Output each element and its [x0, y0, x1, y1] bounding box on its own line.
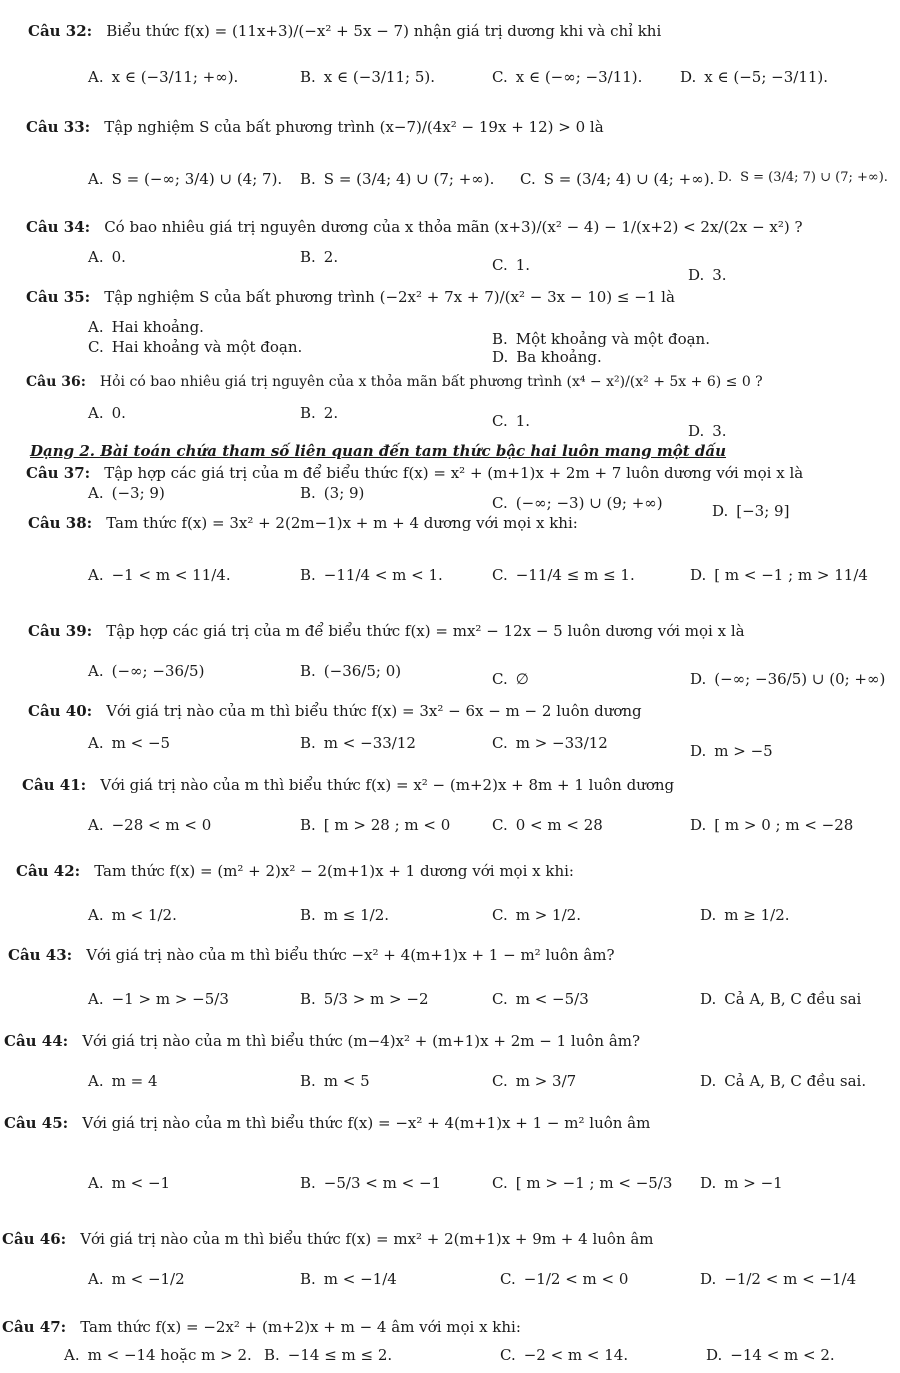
question-label: Câu 41:: [22, 776, 87, 794]
option-a: A. 0.: [88, 248, 126, 266]
question-text: Với giá trị nào của m thì biểu thức f(x) = mx² + 2(m+1)x + 9m + 4 luôn âm: [80, 1230, 654, 1248]
option-b: B. m < 5: [300, 1072, 370, 1090]
option-b: B. (−36/5; 0): [300, 662, 402, 680]
option-a: A. m < −5: [88, 734, 171, 752]
question-label: Câu 37:: [26, 464, 91, 482]
question-label: Câu 40:: [28, 702, 93, 720]
option-c: C. ∅: [492, 670, 529, 688]
option-d: D. S = (3/4; 7) ∪ (7; +∞).: [718, 170, 888, 185]
option-a: A. x ∈ (−3/11; +∞).: [88, 68, 239, 86]
option-c: C. 1.: [492, 256, 531, 274]
option-b: B. −14 ≤ m ≤ 2.: [264, 1346, 393, 1364]
option-d: D. [ m > 0 ; m < −28: [690, 816, 854, 834]
option-b: B. S = (3/4; 4) ∪ (7; +∞).: [300, 170, 495, 188]
question-text: Tập hợp các giá trị của m để biểu thức f(x) = mx² − 12x − 5 luôn dương với mọi x là: [106, 622, 745, 640]
option-d: D. 3.: [688, 422, 727, 440]
question-text: Với giá trị nào của m thì biểu thức (m−4)x² + (m+1)x + 2m − 1 luôn âm?: [82, 1032, 641, 1050]
option-d: D. Cả A, B, C đều sai.: [700, 1072, 867, 1090]
option-c: C. m > 3/7: [492, 1072, 577, 1090]
question-text: Tam thức f(x) = −2x² + (m+2)x + m − 4 âm với mọi x khi:: [80, 1318, 521, 1336]
option-c: C. m > 1/2.: [492, 906, 581, 924]
question-label: Câu 33:: [26, 118, 91, 136]
question-text: Với giá trị nào của m thì biểu thức −x² + 4(m+1)x + 1 − m² luôn âm?: [86, 946, 615, 964]
question-text: Với giá trị nào của m thì biểu thức f(x) = −x² + 4(m+1)x + 1 − m² luôn âm: [82, 1114, 651, 1132]
option-c: C. 0 < m < 28: [492, 816, 603, 834]
option-b: B. x ∈ (−3/11; 5).: [300, 68, 435, 86]
question-text: Tập hợp các giá trị của m để biểu thức f(x) = x² + (m+1)x + 2m + 7 luôn dương với mọi x là: [104, 464, 804, 482]
option-b: B. [ m > 28 ; m < 0: [300, 816, 451, 834]
question-label: Câu 42:: [16, 862, 81, 880]
question-label: Câu 43:: [8, 946, 73, 964]
option-a: A. m < −1/2: [88, 1270, 185, 1288]
option-b: B. 5/3 > m > −2: [300, 990, 429, 1008]
option-b: B. m < −33/12: [300, 734, 416, 752]
question-text: Tập nghiệm S của bất phương trình (x−7)/(4x² − 19x + 12) > 0 là: [104, 118, 604, 136]
option-b: B. m ≤ 1/2.: [300, 906, 390, 924]
option-a: A. −28 < m < 0: [88, 816, 212, 834]
question-label: Câu 32:: [28, 22, 93, 40]
option-c: C. m > −33/12: [492, 734, 608, 752]
option-d: D. 3.: [688, 266, 727, 284]
question-label: Câu 39:: [28, 622, 93, 640]
option-c: C. x ∈ (−∞; −3/11).: [492, 68, 643, 86]
option-a: A. −1 < m < 11/4.: [88, 566, 231, 584]
option-a: A. (−∞; −36/5): [88, 662, 205, 680]
option-c: C. m < −5/3: [492, 990, 589, 1008]
option-a: A. m = 4: [88, 1072, 158, 1090]
question-text: Tam thức f(x) = (m² + 2)x² − 2(m+1)x + 1 dương với mọi x khi:: [94, 862, 574, 880]
option-a: A. 0.: [88, 404, 126, 422]
option-c: C. −2 < m < 14.: [500, 1346, 629, 1364]
question-label: Câu 45:: [4, 1114, 69, 1132]
option-d: D. [ m < −1 ; m > 11/4: [690, 566, 868, 584]
option-b: B. −11/4 < m < 1.: [300, 566, 443, 584]
option-c: C. 1.: [492, 412, 531, 430]
option-c: C. −1/2 < m < 0: [500, 1270, 629, 1288]
option-d: D. Ba khoảng.: [492, 348, 602, 366]
option-c: C. Hai khoảng và một đoạn.: [88, 338, 303, 356]
question-label: Câu 38:: [28, 514, 93, 532]
question-label: Câu 35:: [26, 288, 91, 306]
question-label: Câu 47:: [2, 1318, 67, 1336]
option-a: A. S = (−∞; 3/4) ∪ (4; 7).: [88, 170, 283, 188]
question-label: Câu 34:: [26, 218, 91, 236]
question-text: Có bao nhiêu giá trị nguyên dương của x thỏa mãn (x+3)/(x² − 4) − 1/(x+2) < 2x/(2x − x²) ?: [104, 218, 803, 236]
option-d: D. −1/2 < m < −1/4: [700, 1270, 857, 1288]
option-d: D. [−3; 9]: [712, 502, 790, 520]
option-b: B. Một khoảng và một đoạn.: [492, 330, 710, 348]
option-d: D. Cả A, B, C đều sai: [700, 990, 862, 1008]
option-b: B. m < −1/4: [300, 1270, 397, 1288]
option-a: A. m < −1: [88, 1174, 171, 1192]
question-label: Câu 46:: [2, 1230, 67, 1248]
option-a: A. (−3; 9): [88, 484, 165, 502]
option-d: D. x ∈ (−5; −3/11).: [680, 68, 829, 86]
option-d: D. (−∞; −36/5) ∪ (0; +∞): [690, 670, 886, 688]
option-b: B. 2.: [300, 248, 339, 266]
option-a: A. −1 > m > −5/3: [88, 990, 229, 1008]
section-heading: Dạng 2. Bài toán chứa tham số liên quan đến tam thức bậc hai luôn mang một dấu: [30, 442, 727, 460]
option-c: C. −11/4 ≤ m ≤ 1.: [492, 566, 635, 584]
question-text: Với giá trị nào của m thì biểu thức f(x) = x² − (m+2)x + 8m + 1 luôn dương: [100, 776, 675, 794]
option-d: D. m ≥ 1/2.: [700, 906, 790, 924]
option-b: B. −5/3 < m < −1: [300, 1174, 442, 1192]
option-b: B. 2.: [300, 404, 339, 422]
question-text: Biểu thức f(x) = (11x+3)/(−x² + 5x − 7) nhận giá trị dương khi và chỉ khi: [106, 22, 662, 40]
question-text: Tập nghiệm S của bất phương trình (−2x² + 7x + 7)/(x² − 3x − 10) ≤ −1 là: [104, 288, 675, 306]
option-b: B. (3; 9): [300, 484, 365, 502]
option-c: C. [ m > −1 ; m < −5/3: [492, 1174, 673, 1192]
option-c: C. (−∞; −3) ∪ (9; +∞): [492, 494, 663, 512]
question-label: Câu 44:: [4, 1032, 69, 1050]
option-d: D. −14 < m < 2.: [706, 1346, 835, 1364]
question-label: Câu 36:: [26, 374, 86, 390]
question-text: Tam thức f(x) = 3x² + 2(2m−1)x + m + 4 dương với mọi x khi:: [106, 514, 578, 532]
question-text: Hỏi có bao nhiêu giá trị nguyên của x thỏa mãn bất phương trình (x⁴ − x²)/(x² + 5x + 6) ≤ 0 ?: [99, 374, 763, 390]
option-a: A. m < 1/2.: [88, 906, 177, 924]
option-d: D. m > −5: [690, 742, 773, 760]
option-a: A. m < −14 hoặc m > 2.: [64, 1346, 252, 1364]
option-d: D. m > −1: [700, 1174, 783, 1192]
option-a: A. Hai khoảng.: [88, 318, 204, 336]
option-c: C. S = (3/4; 4) ∪ (4; +∞).: [520, 170, 715, 188]
question-text: Với giá trị nào của m thì biểu thức f(x) = 3x² − 6x − m − 2 luôn dương: [106, 702, 642, 720]
